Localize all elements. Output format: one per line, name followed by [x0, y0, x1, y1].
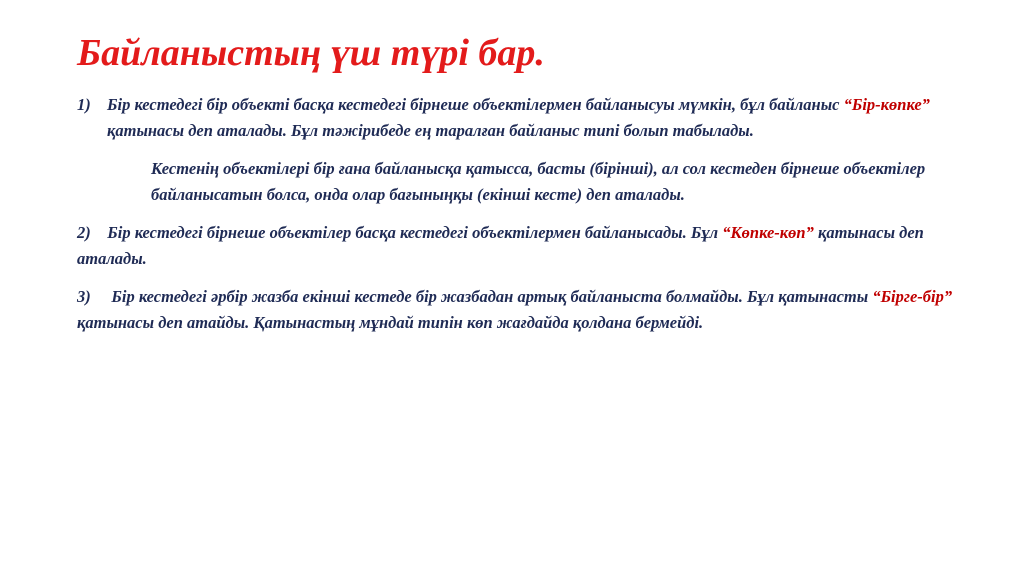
item-number: 1) — [77, 95, 91, 114]
item-text: Бір кестедегі бір объекті басқа кестедегі бірнеше объектілермен байланысуы мүмкін, бұл байланыс — [107, 95, 844, 114]
list-item-many-to-many — [77, 220, 957, 272]
item-text: қатынасы деп атайды. Қатынастың мұндай типін көп жағдайда қолдана бермейді. — [77, 313, 704, 332]
list-item-one-to-one — [77, 284, 957, 336]
paragraph-text: Кестенің объектілері бір ғана байланысқа қатысса, басты (бірінші), ал сол кестеден бірнеше объектілер байланысатын болса, онда олар бағыныңқы (екінші кесте) деп аталады. — [151, 159, 926, 204]
slide-body — [77, 92, 957, 336]
list-item-one-to-many — [77, 92, 957, 144]
item-number: 2) — [77, 223, 91, 242]
item-text: Бір кестедегі әрбір жазба екінші кестеде бір жазбадан артық байланыста болмайды. Бұл қатынасты — [111, 287, 873, 306]
relation-name-highlight: “Бір-көпке” — [843, 95, 930, 114]
item-text: Бір кестедегі бірнеше объектілер басқа кестедегі объектілермен байланысады. Бұл — [107, 223, 723, 242]
item-number: 3) — [77, 287, 91, 306]
slide-title: Байланыстың үш түрі бар. — [77, 32, 545, 74]
relation-name-highlight: “Бірге-бір” — [872, 287, 953, 306]
item-text: қатынасы деп аталады. Бұл тәжірибеде ең таралған байланыс типі болып табылады. — [107, 121, 754, 140]
relation-name-highlight: “Көпке-көп” — [722, 223, 814, 242]
paragraph-primary-secondary — [77, 156, 957, 208]
item-text: қатынасы деп аталады. — [77, 223, 924, 268]
